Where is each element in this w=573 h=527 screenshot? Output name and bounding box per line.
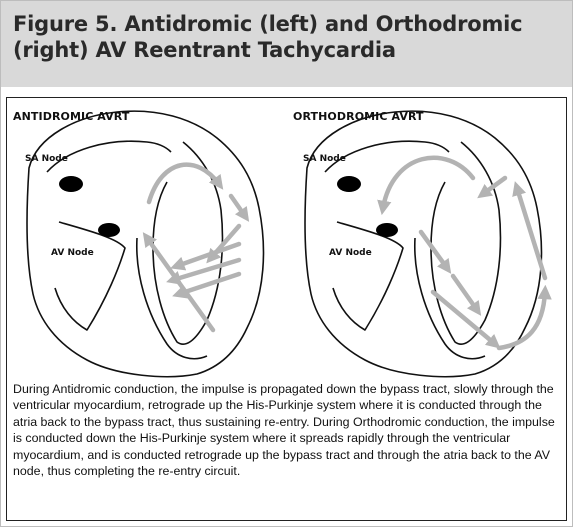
orthodromic-heart — [305, 111, 542, 377]
heart-diagrams — [7, 98, 565, 382]
left-arrow-atria — [149, 165, 219, 202]
right-arrow-apex — [499, 292, 545, 348]
antidromic-heading: ANTIDROMIC AVRT — [13, 110, 130, 123]
figure-caption: During Antidromic conduction, the impulse is propagated down the bypass tract, slowly through the ventricular myocardium, retrograde up the His-Purkinje system where it is conducted through the atria back to the bypass tract, thus sustaining re-entry. During Orthodromic conduction, the impulse is conducted down the His-Purkinje system where it spreads rapidly through the ventricular myocardium, and is conducted retrograde up the bypass tract and through the atria back to the AV node, thus completing the re-entry circuit. — [13, 382, 555, 479]
right-right-chamber — [333, 222, 403, 330]
right-heart-outline — [305, 111, 542, 377]
right-septum — [415, 238, 485, 359]
right-arrow-his-1 — [421, 232, 447, 268]
orthodromic-arrows — [383, 158, 545, 348]
right-av-node — [376, 223, 398, 237]
left-sa-node — [59, 176, 83, 192]
left-arrow-bypass — [231, 196, 245, 216]
left-heart-outline — [27, 111, 264, 377]
left-sa-label: SA Node — [25, 154, 68, 164]
left-right-chamber — [55, 222, 125, 330]
orthodromic-heading: ORTHODROMIC AVRT — [293, 110, 424, 123]
right-sa-label: SA Node — [303, 154, 346, 164]
diagram-panel — [6, 97, 567, 521]
left-septum — [137, 238, 207, 359]
right-arrow-his-2 — [453, 276, 477, 310]
title-bar — [1, 1, 572, 87]
figure-title: Figure 5. Antidromic (left) and Orthodromic (right) AV Reentrant Tachycardia — [13, 12, 523, 62]
left-av-label: AV Node — [51, 248, 94, 258]
antidromic-heart — [27, 111, 264, 377]
left-av-node — [98, 223, 120, 237]
right-arrow-atria — [383, 158, 473, 208]
right-sa-node — [337, 176, 361, 192]
right-av-label: AV Node — [329, 248, 372, 258]
